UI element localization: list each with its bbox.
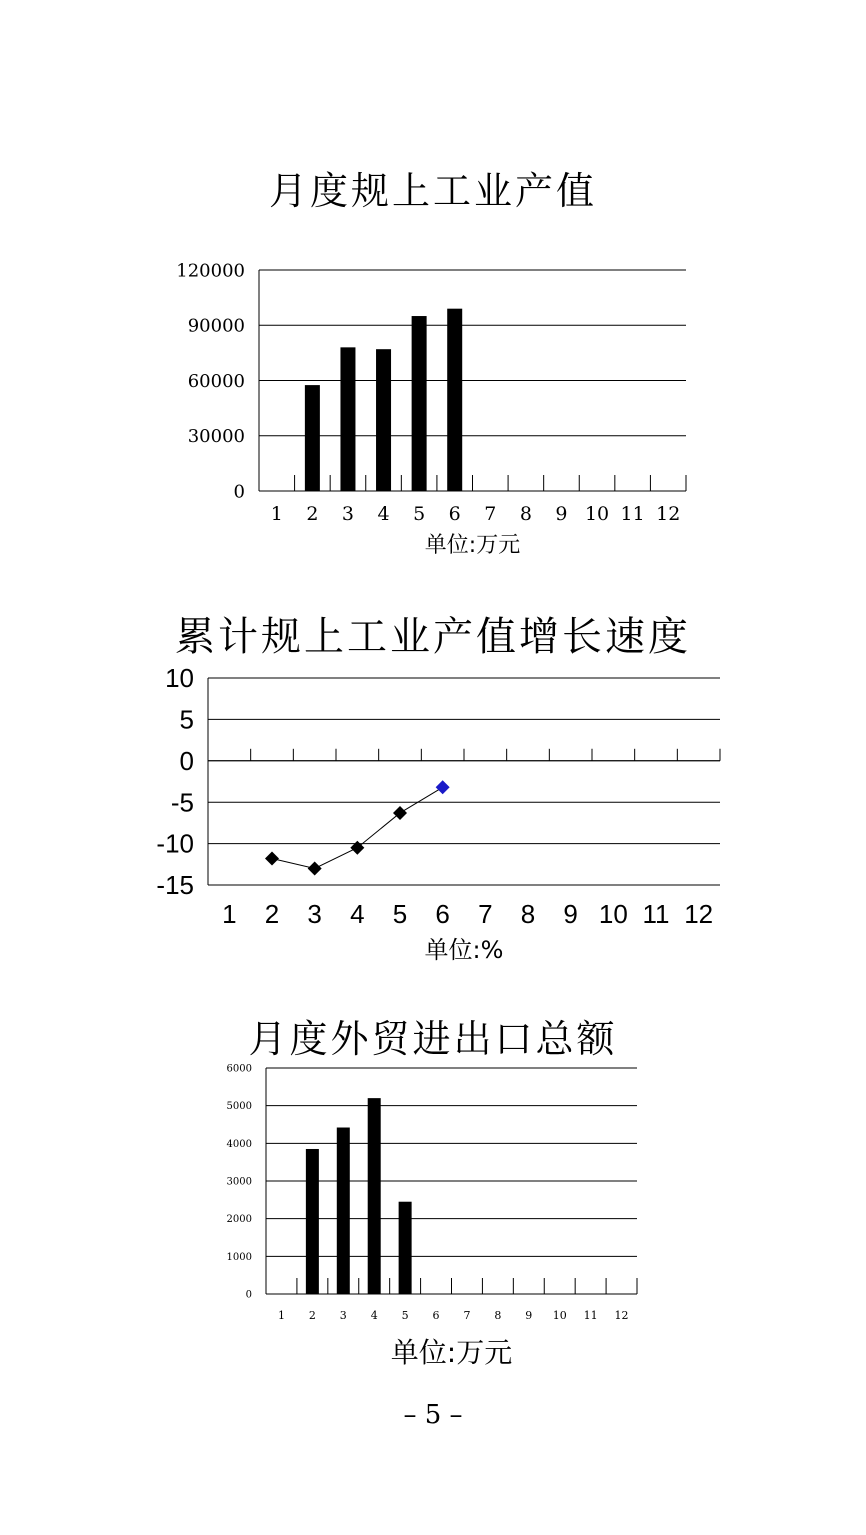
y-tick-label: -15 — [156, 870, 194, 901]
data-point-marker — [308, 861, 322, 875]
x-tick-label: 8 — [520, 899, 536, 929]
bar — [399, 1202, 412, 1294]
y-tick-label: -10 — [156, 828, 194, 859]
x-tick-label: 9 — [555, 503, 568, 525]
series-line — [272, 787, 443, 868]
chart-3-title: 月度外贸进出口总额 — [248, 1017, 618, 1061]
x-tick-label: 2 — [306, 503, 319, 525]
x-tick-label: 7 — [484, 503, 497, 525]
x-tick-label: 5 — [392, 899, 408, 929]
x-tick-label: 8 — [519, 503, 532, 525]
y-tick-label: 4000 — [226, 1138, 252, 1150]
x-axis-unit-label: 单位:万元 — [390, 1336, 513, 1369]
x-tick-label: 11 — [620, 503, 645, 525]
x-tick-label: 2 — [308, 1309, 316, 1322]
x-tick-label: 6 — [448, 503, 461, 525]
y-tick-label: 30000 — [187, 426, 245, 448]
y-tick-label: 120000 — [176, 260, 245, 282]
y-tick-label: 1000 — [226, 1251, 252, 1263]
y-tick-label: 0 — [245, 1289, 252, 1301]
x-tick-label: 10 — [552, 1309, 567, 1322]
y-tick-label: 10 — [165, 663, 194, 694]
x-tick-label: 1 — [270, 503, 283, 525]
y-tick-label: -5 — [170, 787, 194, 818]
data-point-marker — [436, 780, 450, 794]
chart-2-title: 累计规上工业产值增长速度 — [175, 614, 691, 660]
monthly-trade-total-chart — [0, 1060, 866, 1370]
y-tick-label: 6000 — [226, 1063, 252, 1075]
y-tick-label: 0 — [233, 481, 245, 503]
bar — [340, 347, 355, 491]
x-tick-label: 9 — [525, 1309, 533, 1322]
y-tick-label: 0 — [179, 745, 194, 776]
chart-1-title: 月度规上工业产值 — [268, 169, 597, 213]
x-tick-label: 3 — [341, 503, 355, 525]
x-tick-label: 1 — [277, 1309, 285, 1322]
x-tick-label: 12 — [656, 503, 681, 525]
x-tick-label: 11 — [642, 899, 670, 929]
x-tick-label: 7 — [463, 1309, 471, 1322]
bar — [412, 316, 427, 491]
y-tick-label: 5000 — [226, 1101, 252, 1113]
x-tick-label: 3 — [307, 899, 322, 929]
data-point-marker — [393, 806, 407, 820]
x-tick-label: 12 — [614, 1309, 629, 1322]
x-axis-unit-label: 单位:万元 — [424, 533, 521, 558]
x-tick-label: 7 — [478, 899, 493, 929]
x-tick-label: 10 — [584, 503, 610, 525]
x-tick-label: 4 — [370, 1309, 378, 1322]
x-tick-label: 4 — [377, 503, 390, 525]
y-tick-label: 60000 — [187, 370, 245, 392]
bar — [306, 1149, 319, 1294]
x-tick-label: 4 — [350, 899, 365, 929]
data-point-marker — [265, 852, 279, 866]
x-tick-label: 1 — [222, 899, 237, 929]
y-tick-label: 3000 — [226, 1176, 252, 1188]
y-tick-label: 90000 — [187, 315, 245, 337]
bar — [305, 385, 320, 491]
x-tick-label: 9 — [563, 899, 578, 929]
y-tick-label: 2000 — [226, 1214, 252, 1226]
x-tick-label: 6 — [435, 899, 450, 929]
cumulative-growth-rate-chart — [0, 660, 866, 970]
x-tick-label: 12 — [684, 899, 714, 929]
x-tick-label: 11 — [583, 1309, 598, 1322]
monthly-industrial-output-chart — [0, 250, 866, 560]
bar — [376, 349, 391, 491]
x-tick-label: 10 — [598, 899, 628, 929]
page-number: – 5 – — [403, 1400, 463, 1430]
bar — [337, 1128, 350, 1294]
x-tick-label: 6 — [432, 1309, 440, 1322]
x-tick-label: 5 — [401, 1309, 409, 1322]
x-tick-label: 5 — [413, 503, 426, 525]
x-tick-label: 8 — [494, 1309, 502, 1322]
bar — [447, 309, 462, 491]
data-point-marker — [350, 841, 364, 855]
bar — [368, 1098, 381, 1294]
x-tick-label: 2 — [264, 899, 280, 929]
x-tick-label: 3 — [339, 1309, 347, 1322]
x-axis-unit-label: 单位:% — [424, 936, 504, 964]
y-tick-label: 5 — [179, 704, 194, 735]
